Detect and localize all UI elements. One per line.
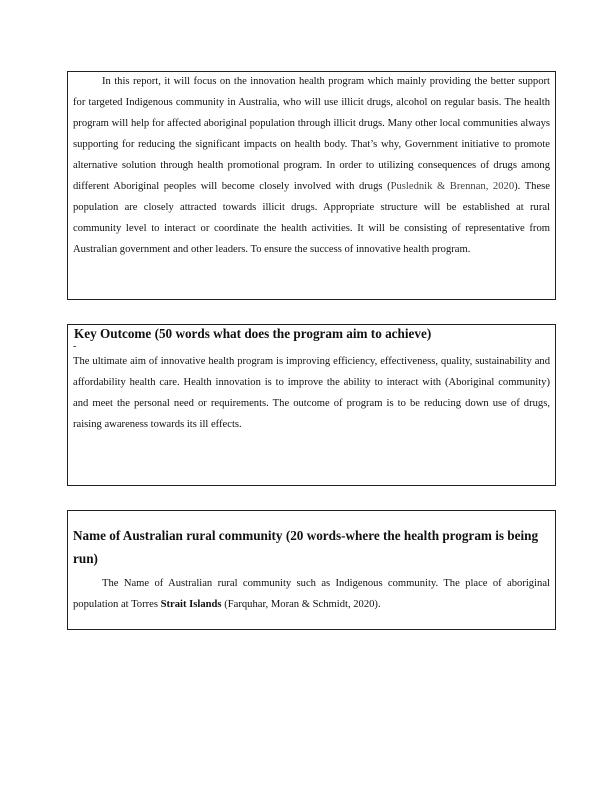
community-paragraph [73, 574, 550, 615]
key-outcome-dash: - [73, 341, 77, 352]
key-outcome-box [67, 324, 556, 486]
intro-text-cont: ). These population are closely attracted towards illicit drugs. Appropriate structure will be established at rural community level to interact or coordinate the health activities. It will be consisting of representative from Australian government and other leaders. To ensure the success of innovative health program. [73, 181, 550, 255]
community-bold-place: Strait Islands [160, 598, 222, 610]
intro-paragraph [73, 71, 550, 260]
community-text: The Name of Australian rural community such as Indigenous community. The place of aboriginal population at Torres [73, 578, 550, 610]
community-citation: (Farquhar, Moran & Schmidt, 2020). [221, 598, 381, 610]
intro-citation: Puslednik & Brennan, 2020 [390, 181, 515, 192]
intro-text: In this report, it will focus on the innovation health program which mainly providing the better support for targeted Indigenous community in Australia, who will use illicit drugs, alcohol on regular basis. The health program will help for affected aboriginal population through illicit drugs. Many other local communities always supporting for reducing the significant impacts on health body. That’s why, Government initiative to promote alternative solution through health promotional program. In order to utilizing consequences of drugs among different Aboriginal peoples will become closely involved with drugs ( [73, 76, 550, 192]
community-heading: Name of Australian rural community (20 words-where the health program is being run) [73, 528, 539, 566]
key-outcome-text: The ultimate aim of innovative health program is improving efficiency, effectiveness, quality, sustainability and affordability health care. Health innovation is to improve the ability to interact with (Aboriginal community) and meet the personal need or requirements. The outcome of program is to be reducing down use of drugs, raising awareness towards its ill effects. [73, 356, 550, 430]
community-box [67, 510, 556, 630]
intro-box [67, 71, 556, 300]
key-outcome-heading: Key Outcome (50 words what does the program aim to achieve) [74, 326, 432, 341]
